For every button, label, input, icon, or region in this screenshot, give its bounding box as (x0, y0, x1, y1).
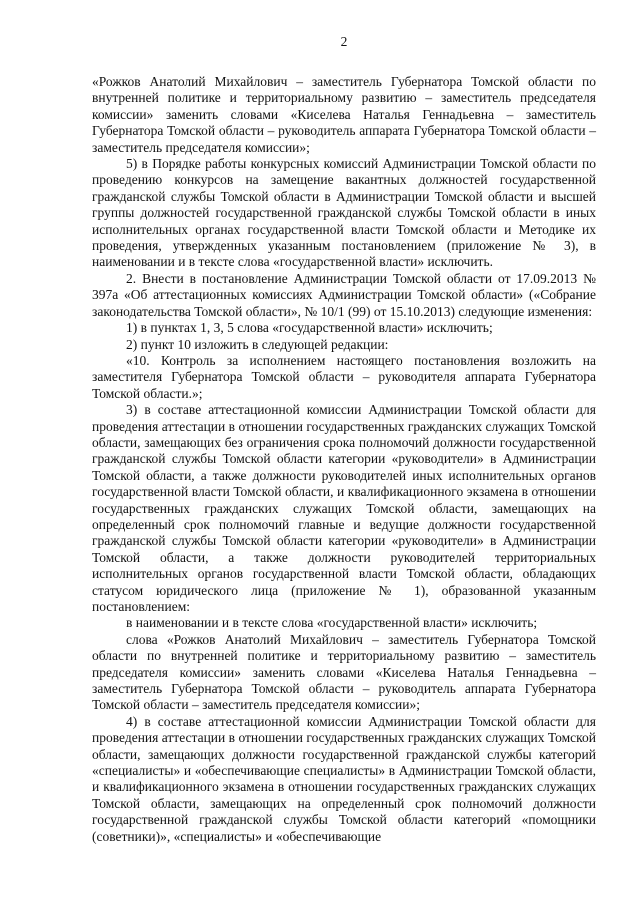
paragraph-item-5: 5) в Порядке работы конкурсных комиссий Администрации Томской области по проведению конкурсов на замещение вакантных должностей государственной гражданской службы Томской области в Администрации Томской области и высшей группы должностей государственной гражданской службы Томской области в иных исполнительных органах государственной власти Томской области и Методике их проведения, утвержденных указанным постановлением (приложение № 3), в наименовании и в тексте слова «государственной власти» исключить. (92, 156, 596, 270)
paragraph-subitem-4: 4) в составе аттестационной комиссии Администрации Томской области для проведения аттестации в отношении государственных гражданских служащих Томской области, замещающих должности государственной гражданской службы категорий «специалисты» и «обеспечивающие специалисты» в Администрации Томской области, и квалификационного экзамена в отношении государственных гражданских служащих Томской области, замещающих на определенный срок полномочий должности государственной гражданской службы Томской области категорий «помощники (советники)», «специалисты» и «обеспечивающие (92, 713, 596, 844)
paragraph-continuation: «Рожков Анатолий Михайлович – заместитель Губернатора Томской области по внутренней политике и территориальному развитию – заместитель председателя комиссии» заменить словами «Киселева Наталья Геннадьевна – заместитель Губернатора Томской области – руководитель аппарата Губернатора Томской области – заместитель председателя комиссии»; (92, 74, 596, 155)
paragraph-subitem-1: 1) в пунктах 1, 3, 5 слова «государственной власти» исключить; (126, 320, 493, 336)
paragraph-section-2: 2. Внести в постановление Администрации Томской области от 17.09.2013 № 397а «Об аттестационных комиссиях Администрации Томской области» («Собрание законодательства Томской области», № 10/1 (99) от 15.10.2013) следующие изменения: (92, 270, 596, 319)
paragraph-subitem-3: 3) в составе аттестационной комиссии Администрации Томской области для проведения аттестации в отношении государственных гражданских служащих Томской области, замещающих без ограничения срока полномочий должности государственной гражданской службы Томской области категории «руководители» в Администрации Томской области, а также должности руководителей иных исполнительных органов государственной власти Томской области, и квалификационного экзамена в отношении государственных гражданских служащих Томской области, замещающих на определенный срок полномочий главные и ведущие должности государственной гражданской службы Томской области категории «руководители» в Администрации Томской области, а также должности руководителей территориальных исполнительных органов государственной власти Томской области, обладающих статусом юридического лица (приложение № 1), образованной указанным постановлением: (92, 402, 596, 614)
paragraph-subitem-3-b: слова «Рожков Анатолий Михайлович – заместитель Губернатора Томской области по внутренней политике и территориальному развитию – заместитель председателя комиссии» заменить словами «Киселева Наталья Геннадьевна – заместитель Губернатора Томской области – руководитель аппарата Губернатора Томской области – заместитель председателя комиссии»; (92, 631, 596, 713)
paragraph-subitem-3-a: в наименовании и в тексте слова «государственной власти» исключить; (126, 615, 538, 631)
paragraph-subitem-2: 2) пункт 10 изложить в следующей редакции: (126, 336, 389, 352)
page-number: 2 (340, 34, 348, 49)
paragraph-quote-10: «10. Контроль за исполнением настоящего постановления возложить на заместителя Губернатора Томской области – руководителя аппарата Губернатора Томской области.»; (92, 352, 596, 401)
document-body (92, 74, 596, 845)
document-page (92, 32, 596, 845)
